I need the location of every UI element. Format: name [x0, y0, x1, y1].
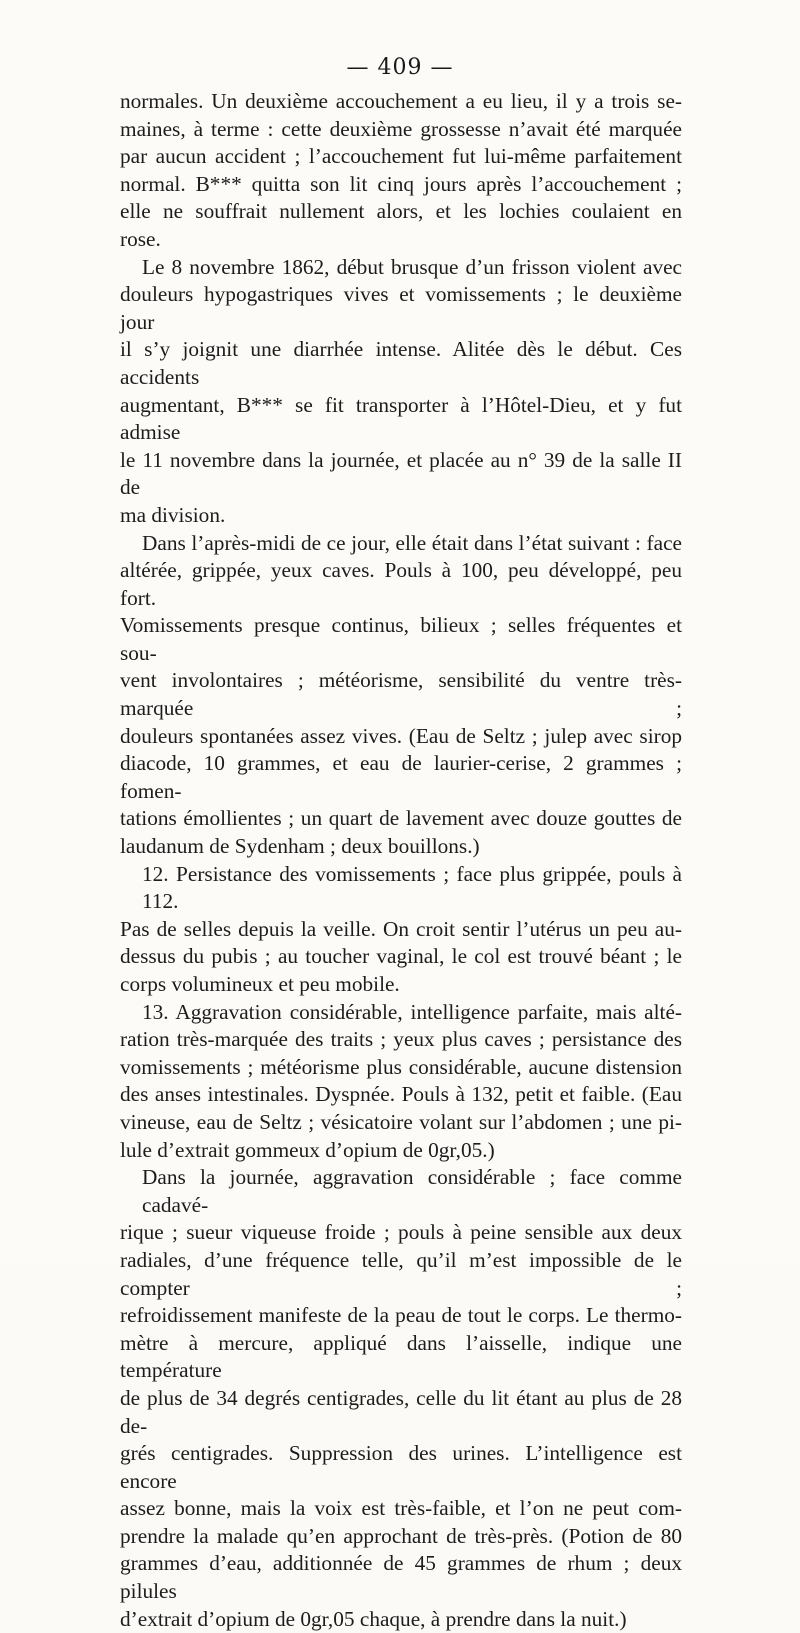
text-line: le 11 novembre dans la journée, et placée au n° 39 de la salle II de — [120, 447, 682, 500]
text-line: laudanum de Sydenham ; deux bouillons.) — [120, 834, 480, 859]
text-line: normal. B*** quitta son lit cinq jours après l’accouchement ; — [120, 171, 682, 196]
text-line: ration très-marquée des traits ; yeux plus caves ; persistance des — [120, 1027, 682, 1052]
text-line: dessus du pubis ; au toucher vaginal, le col est trouvé béant ; le — [120, 944, 682, 969]
text-line: ma division. — [120, 502, 226, 527]
text-line: Dans l’après-midi de ce jour, elle était dans l’état suivant : face — [142, 530, 682, 555]
text-line: par aucun accident ; l’accouchement fut lui-même parfaitement — [120, 144, 682, 169]
text-line: rose. — [120, 226, 161, 251]
text-line: rique ; sueur viqueuse froide ; pouls à peine sensible aux deux — [120, 1220, 682, 1245]
text-line: normales. Un deuxième accouchement a eu lieu, il y a trois se- — [120, 89, 682, 113]
text-line: vineuse, eau de Seltz ; vésicatoire volant sur l’abdomen ; une pi- — [120, 1109, 682, 1134]
text-line: refroidissement manifeste de la peau de tout le corps. Le thermo- — [120, 1303, 682, 1328]
text-line: Pas de selles depuis la veille. On croit sentir l’utérus un peu au- — [120, 916, 682, 941]
text-line: radiales, d’une fréquence telle, qu’il m’est impossible de le compter ; — [120, 1247, 682, 1300]
text-line: augmentant, B*** se fit transporter à l’Hôtel-Dieu, et y fut admise — [120, 392, 682, 445]
text-line: Le 8 novembre 1862, début brusque d’un frisson violent avec — [142, 254, 682, 279]
text-line: altérée, grippée, yeux caves. Pouls à 100, peu développé, peu fort. — [120, 558, 682, 610]
text-line: Dans la journée, aggravation considérable ; face comme cadavé- — [142, 1165, 682, 1217]
text-line: Vomissements presque continus, bilieux ; selles fréquentes et sou- — [120, 613, 682, 665]
text-line: maines, à terme : cette deuxième grossesse n’avait été marquée — [120, 116, 682, 141]
page-number: — 409 — — [346, 55, 454, 80]
text-line: corps volumineux et peu mobile. — [120, 972, 400, 996]
text-line: douleurs spontanées assez vives. (Eau de Seltz ; julep avec sirop — [120, 723, 682, 748]
text-line: douleurs hypogastriques vives et vomissements ; le deuxième jour — [120, 282, 682, 334]
text-line: grammes d’eau, additionnée de 45 grammes de rhum ; deux pilules — [120, 1551, 682, 1604]
text-line: lule d’extrait gommeux d’opium de 0gr,05.) — [120, 1137, 495, 1162]
text-line: prendre la malade qu’en approchant de très-près. (Potion de 80 — [120, 1523, 682, 1548]
text-line: mètre à mercure, appliqué dans l’aisselle, indique une température — [120, 1330, 682, 1383]
text-line: grés centigrades. Suppression des urines. L’intelligence est encore — [120, 1441, 682, 1493]
text-line: vent involontaires ; météorisme, sensibilité du ventre très-marquée ; — [120, 668, 682, 721]
text-line: assez bonne, mais la voix est très-faible, et l’on ne peut com- — [120, 1496, 682, 1521]
text-line: vomissements ; météorisme plus considérable, aucune distension — [120, 1054, 682, 1079]
text-line: d’extrait d’opium de 0gr,05 chaque, à prendre dans la nuit.) — [120, 1606, 627, 1631]
text-line: elle ne souffrait nullement alors, et les lochies coulaient en — [120, 199, 682, 224]
text-line: diacode, 10 grammes, et eau de laurier-cerise, 2 grammes ; fomen- — [120, 751, 682, 803]
text-line: tations émollientes ; un quart de lavement avec douze gouttes de — [120, 806, 682, 831]
body-text — [120, 88, 682, 1633]
text-line: de plus de 34 degrés centigrades, celle du lit étant au plus de 28 de- — [120, 1385, 682, 1438]
text-line: 13. Aggravation considérable, intelligence parfaite, mais alté- — [142, 999, 682, 1024]
text-line: 12. Persistance des vomissements ; face plus grippée, pouls à 112. — [142, 861, 682, 914]
text-line: des anses intestinales. Dyspnée. Pouls à 132, petit et faible. (Eau — [120, 1082, 682, 1107]
text-line: il s’y joignit une diarrhée intense. Alitée dès le début. Ces accidents — [120, 337, 682, 389]
